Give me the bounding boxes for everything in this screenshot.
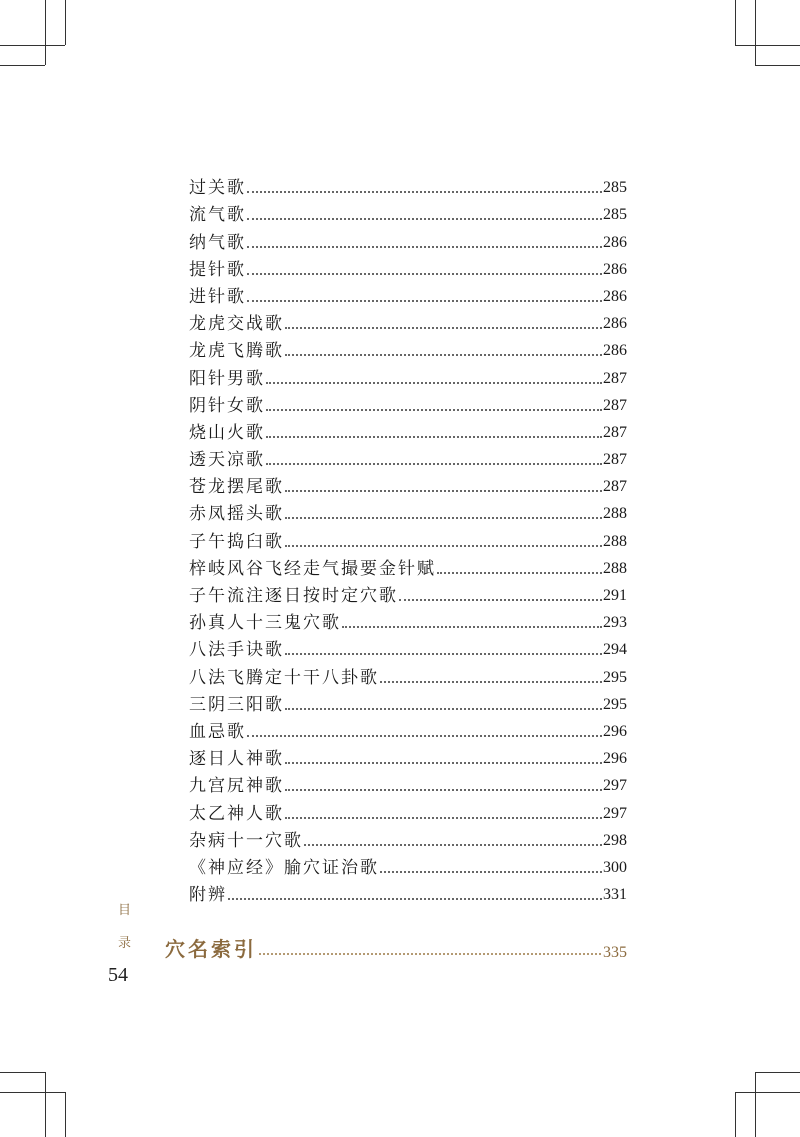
toc-entry-title: 烧山火歌 xyxy=(189,422,265,443)
toc-entry-page: 286 xyxy=(603,233,627,251)
toc-entry[interactable] xyxy=(189,417,627,444)
toc-entry-title: 苍龙摆尾歌 xyxy=(189,477,284,498)
crop-mark xyxy=(65,1092,66,1137)
toc-entry-page: 287 xyxy=(603,478,627,496)
side-label-char: 目 xyxy=(118,903,132,918)
index-entry[interactable] xyxy=(165,933,627,962)
toc-entry-title: 提针歌 xyxy=(189,259,246,280)
crop-mark xyxy=(735,1092,800,1093)
side-label-char: 录 xyxy=(118,936,132,951)
index-entry-title: 穴名索引 xyxy=(165,937,257,961)
toc-entry[interactable] xyxy=(189,607,627,634)
toc-entry-page: 288 xyxy=(603,559,627,577)
toc-entry-title: 血忌歌 xyxy=(189,721,246,742)
toc-entry[interactable] xyxy=(189,498,627,525)
crop-mark xyxy=(735,0,736,45)
toc-entry-title: 八法飞腾定十干八卦歌 xyxy=(189,667,379,688)
toc-entry-page: 300 xyxy=(603,858,627,876)
leader-dots xyxy=(380,871,602,873)
crop-mark xyxy=(735,1092,736,1137)
leader-dots xyxy=(247,735,602,737)
toc-entry-page: 287 xyxy=(603,451,627,469)
toc-entry-title: 阳针男歌 xyxy=(189,368,265,389)
toc-entry[interactable] xyxy=(189,281,627,308)
leader-dots xyxy=(437,572,602,574)
toc-entry-page: 293 xyxy=(603,614,627,632)
toc-entry-title: 过关歌 xyxy=(189,178,246,199)
toc-entry-page: 287 xyxy=(603,396,627,414)
toc-entry[interactable] xyxy=(189,444,627,471)
toc-entry[interactable] xyxy=(189,770,627,797)
toc-entry[interactable] xyxy=(189,743,627,770)
crop-mark xyxy=(0,1092,65,1093)
toc-entry-page: 286 xyxy=(603,260,627,278)
toc-entry-title: 杂病十一穴歌 xyxy=(189,830,303,851)
toc-entry[interactable] xyxy=(189,716,627,743)
crop-mark xyxy=(755,0,756,65)
leader-dots xyxy=(285,545,602,547)
toc-entry[interactable] xyxy=(189,797,627,824)
toc-entry[interactable] xyxy=(189,390,627,417)
crop-mark xyxy=(755,1072,800,1073)
leader-dots xyxy=(285,653,602,655)
leader-dots xyxy=(304,844,602,846)
leader-dots xyxy=(228,898,602,900)
leader-dots xyxy=(285,490,602,492)
toc-entry-page: 288 xyxy=(603,532,627,550)
crop-mark xyxy=(755,65,800,66)
leader-dots xyxy=(399,599,602,601)
toc-entry-page: 294 xyxy=(603,641,627,659)
toc-entry-title: 《神应经》腧穴证治歌 xyxy=(189,857,379,878)
leader-dots xyxy=(247,246,602,248)
page-number: 54 xyxy=(108,964,128,986)
leader-dots xyxy=(285,354,602,356)
toc-entry[interactable] xyxy=(189,580,627,607)
toc-entry-title: 三阴三阳歌 xyxy=(189,694,284,715)
leader-dots xyxy=(247,191,602,193)
toc-entry-title: 龙虎飞腾歌 xyxy=(189,341,284,362)
toc-entry-page: 295 xyxy=(603,668,627,686)
toc-entry-page: 286 xyxy=(603,287,627,305)
leader-dots xyxy=(266,409,602,411)
toc-entry-title: 九宫尻神歌 xyxy=(189,776,284,797)
toc-entry-page: 297 xyxy=(603,777,627,795)
leader-dots xyxy=(266,463,602,465)
crop-mark xyxy=(45,0,46,65)
toc-entry-page: 285 xyxy=(603,179,627,197)
toc-entry-title: 子午捣臼歌 xyxy=(189,531,284,552)
toc-entry[interactable] xyxy=(189,199,627,226)
crop-mark xyxy=(755,1072,756,1137)
toc-entry[interactable] xyxy=(189,254,627,281)
toc-entry[interactable] xyxy=(189,634,627,661)
toc-entry[interactable] xyxy=(189,362,627,389)
toc-entry[interactable] xyxy=(189,689,627,716)
toc-entry-title: 逐日人神歌 xyxy=(189,749,284,770)
toc-entry-title: 子午流注逐日按时定穴歌 xyxy=(189,586,398,606)
toc-list xyxy=(189,172,627,906)
toc-entry[interactable] xyxy=(189,226,627,253)
toc-entry-page: 286 xyxy=(603,342,627,360)
toc-entry-page: 296 xyxy=(603,722,627,740)
leader-dots xyxy=(380,681,602,683)
toc-entry[interactable] xyxy=(189,553,627,580)
toc-entry-title: 流气歌 xyxy=(189,205,246,226)
leader-dots xyxy=(285,708,602,710)
leader-dots xyxy=(285,517,602,519)
toc-entry[interactable] xyxy=(189,335,627,362)
toc-entry[interactable] xyxy=(189,661,627,688)
toc-entry-page: 297 xyxy=(603,804,627,822)
toc-entry-page: 285 xyxy=(603,206,627,224)
toc-entry-page: 288 xyxy=(603,505,627,523)
toc-entry[interactable] xyxy=(189,308,627,335)
crop-mark xyxy=(735,45,800,46)
leader-dots xyxy=(285,327,602,329)
leader-dots xyxy=(285,817,602,819)
toc-entry[interactable] xyxy=(189,879,627,906)
leader-dots xyxy=(247,273,602,275)
toc-entry-title: 八法手诀歌 xyxy=(189,640,284,661)
toc-entry[interactable] xyxy=(189,471,627,498)
toc-entry-page: 295 xyxy=(603,695,627,713)
toc-entry-title: 赤凤摇头歌 xyxy=(189,504,284,525)
toc-entry-title: 纳气歌 xyxy=(189,232,246,253)
toc-entry-title: 附辨 xyxy=(189,885,227,906)
toc-entry[interactable] xyxy=(189,525,627,552)
toc-entry-page: 298 xyxy=(603,831,627,849)
toc-entry[interactable] xyxy=(189,825,627,852)
toc-entry-page: 287 xyxy=(603,423,627,441)
crop-mark xyxy=(0,45,65,46)
toc-entry-page: 291 xyxy=(603,587,627,604)
leader-dots xyxy=(266,382,602,384)
crop-mark xyxy=(65,0,66,45)
leader-dots xyxy=(266,436,602,438)
leader-dots xyxy=(342,626,602,628)
toc-entry-title: 龙虎交战歌 xyxy=(189,314,284,335)
leader-dots xyxy=(285,789,602,791)
crop-mark xyxy=(45,1072,46,1137)
toc-entry-page: 287 xyxy=(603,369,627,387)
toc-entry-title: 梓岐风谷飞经走气撮要金针赋 xyxy=(189,558,436,579)
toc-entry[interactable] xyxy=(189,172,627,199)
toc-entry-page: 286 xyxy=(603,315,627,333)
toc-entry-page: 296 xyxy=(603,750,627,768)
leader-dots xyxy=(247,218,602,220)
toc-entry-title: 阴针女歌 xyxy=(189,395,265,416)
toc-entry-title: 透天凉歌 xyxy=(189,450,265,471)
toc-entry[interactable] xyxy=(189,852,627,879)
toc-entry-page: 331 xyxy=(603,886,627,904)
crop-mark xyxy=(0,65,45,66)
crop-mark xyxy=(0,1072,45,1073)
leader-dots xyxy=(285,762,602,764)
leader-dots xyxy=(259,953,601,955)
toc-entry-title: 孙真人十三鬼穴歌 xyxy=(189,613,341,634)
toc-entry-title: 太乙神人歌 xyxy=(189,803,284,824)
toc-entry-title: 进针歌 xyxy=(189,286,246,307)
index-entry-page: 335 xyxy=(603,944,627,961)
leader-dots xyxy=(247,300,602,302)
